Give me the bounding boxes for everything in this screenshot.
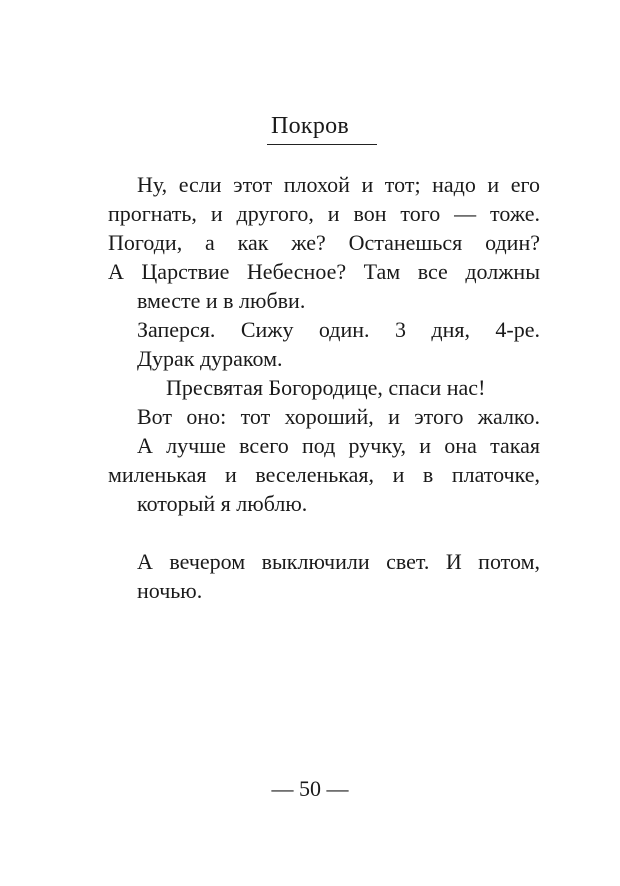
body-text (108, 170, 540, 605)
text-line: Дурак дураком. (137, 346, 283, 371)
paragraph (108, 431, 540, 518)
text-line: Заперся. Сижу один. 3 дня, 4-ре. (137, 317, 540, 342)
text-line: А вечером выключили свет. И потом, (137, 549, 540, 574)
paragraph (108, 315, 540, 373)
paragraph (108, 373, 540, 402)
text-line: прогнать, и другого, и вон того — тоже. (108, 201, 540, 226)
paragraph (108, 170, 540, 315)
text-line: миленькая и веселенькая, и в платочке, (108, 462, 540, 487)
text-line: Пресвятая Богородице, спаси нас! (166, 375, 486, 400)
paragraph (108, 547, 540, 605)
text-line: А Царствие Небесное? Там все должны (108, 259, 540, 284)
page-number: — 50 — (271, 776, 349, 801)
text-line: Вот оно: тот хороший, и этого жалко. (137, 404, 540, 429)
text-line: вместе и в любви. (137, 288, 306, 313)
text-line: А лучше всего под ручку, и она такая (137, 433, 540, 458)
title-underline (267, 144, 377, 145)
chapter-title: Покров (270, 113, 350, 139)
text-line: Погоди, а как же? Останешься один? (108, 230, 540, 255)
paragraph (108, 402, 540, 431)
text-line: который я люблю. (137, 491, 308, 516)
paragraph-gap (108, 518, 540, 547)
text-line: Ну, если этот плохой и тот; надо и его (137, 172, 540, 197)
text-line: ночью. (137, 578, 203, 603)
